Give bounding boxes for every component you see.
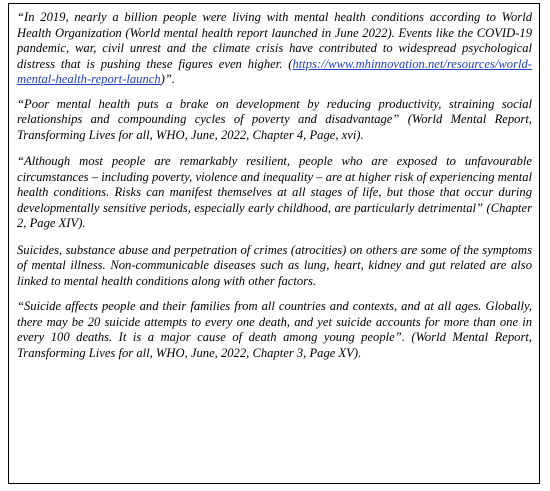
paragraph-resilience: “Although most people are remarkably resilient, people who are exposed to unfavourable circumstances – including poverty, violence and inequality – are at higher risk of experiencing mental health conditions. Risks can manifest themselves at all stages of life, but those that occur during developmentally sensitive periods, especially early childhood, are particularly detrimental” (Chapter 2, Page XIV). xyxy=(17,154,532,230)
paragraph-text: “In 2019, nearly a billion people were living with mental health conditions according to World Health Organization (World mental health report launched in June 2022). Events like the COVID-19 pandemic, war, civil unrest and the climate crisis have contributed to widespread psychological distress that is pushing these figures even higher. ( xyxy=(17,10,532,71)
quote-box xyxy=(8,3,540,484)
paragraph-suicide: “Suicide affects people and their families from all countries and contexts, and at all ages. Globally, there may be 20 suicide attempts to every one death, and yet suicide accounts for more than one in every 100 deaths. It is a major cause of death among young people”. (World Mental Report, Transforming Lives for all, WHO, June, 2022, Chapter 3, Page XV). xyxy=(17,299,532,360)
paragraph-text-end: )”. xyxy=(160,72,175,86)
report-link[interactable]: https://www.mhinnovation.net/resources/world-mental-health-report-launch xyxy=(17,56,532,86)
paragraph-development: “Poor mental health puts a brake on development by reducing productivity, straining social relationships and compounding cycles of poverty and disadvantage” (World Mental Report, Transforming Lives for all, WHO, June, 2022, Chapter 4, Page, xvi). xyxy=(17,96,532,142)
paragraph-symptoms: Suicides, substance abuse and perpetration of crimes (atrocities) on others are some of the symptoms of mental illness. Non-communicable diseases such as lung, heart, kidney and gut related are also linked to mental health conditions along with other factors. xyxy=(17,242,532,288)
paragraph-who-2019 xyxy=(17,10,532,88)
